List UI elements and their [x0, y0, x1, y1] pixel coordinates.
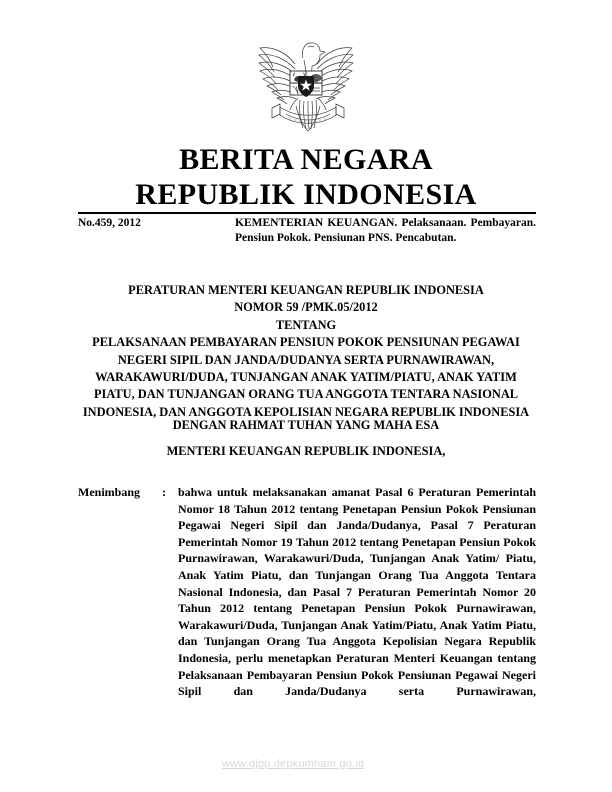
regulation-subject-line: INDONESIA, DAN ANGGOTA KEPOLISIAN NEGARA REPUBLIK INDONESIA [82, 404, 530, 419]
considerations-colon: : [162, 485, 166, 499]
considerations-body [178, 484, 536, 700]
regulation-number-line: NOMOR 59 /PMK.05/2012 [234, 300, 378, 315]
regulation-title-block [38, 282, 574, 421]
regulation-authority-line: PERATURAN MENTERI KEUANGAN REPUBLIK INDONESIA [128, 283, 484, 297]
blessing-line: DENGAN RAHMAT TUHAN YANG MAHA ESA [172, 418, 440, 432]
considerations-paragraph: bahwa untuk melaksanakan amanat Pasal 6 Peraturan Pemerintah Nomor 18 Tahun 2012 tentang Penetapan Pensiun Pokok Pensiunan Pegawai Negeri Sipil dan Janda/Dudanya, Pasal 7 Peraturan Pemerintah Nomor 19 Tahun 2012 tentang Penetapan Pensiun Pokok Purnawirawan, Warakawuri/Duda, Tunjangan Anak Yatim/ Piatu, Anak Yatim Piatu, dan Tunjangan Orang Tua Anggota Tentara Nasional Indonesia, dan Pasal 7 Peraturan Pemerintah Nomor 20 Tahun 2012 tentang Penetapan Pensiun Pokok Purnawirawan, Warakawuri/Duda, Tunjangan Anak Yatim/Piatu, Anak Yatim Piatu, dan Tunjangan Orang Tua Anggota Kepolisian Negara Republik Indonesia, perlu menetapkan Peraturan Menteri Keuangan tentang Pelaksanaan Pembayaran Pensiun Pokok Pensiunan Pegawai Negeri Sipil dan Janda/Dudanya serta Purnawirawan, [178, 485, 536, 699]
masthead-line-1: BERITA NEGARA [179, 143, 433, 176]
garuda-pancasila-emblem [246, 34, 366, 138]
issue-number: No.459, 2012 [78, 217, 141, 229]
emblem-container [0, 34, 612, 138]
considerations-label: Menimbang [78, 485, 141, 499]
masthead [0, 142, 612, 212]
invocation-block [38, 412, 574, 464]
regulation-tentang-line: TENTANG [275, 317, 337, 332]
regulation-subject-line: NEGERI SIPIL DAN JANDA/DUDANYA SERTA PURNAWIRAWAN, [117, 352, 495, 367]
footer-watermark: www.djpp.depkumham.go.id [221, 758, 365, 770]
regulation-subject-line: WARAKAWURI/DUDA, TUNJANGAN ANAK YATIM/PIATU, ANAK YATIM [95, 370, 517, 385]
subject-keywords: KEMENTERIAN KEUANGAN. Pelaksanaan. Pembayaran. Pensiun Pokok. Pensiunan PNS. Pencabutan. [235, 217, 536, 244]
regulation-subject-line: PELAKSANAAN PEMBAYARAN PENSIUN POKOK PENSIUNAN PEGAWAI [92, 335, 520, 350]
regulation-subject-line: PIATU, DAN TUNJANGAN ORANG TUA ANGGOTA TENTARA NASIONAL [93, 387, 519, 402]
authority-line: MENTERI KEUANGAN REPUBLIK INDONESIA, [166, 444, 446, 458]
considerations-section [78, 484, 536, 700]
masthead-line-2: REPUBLIK INDONESIA [135, 178, 477, 211]
header-divider [78, 212, 536, 214]
